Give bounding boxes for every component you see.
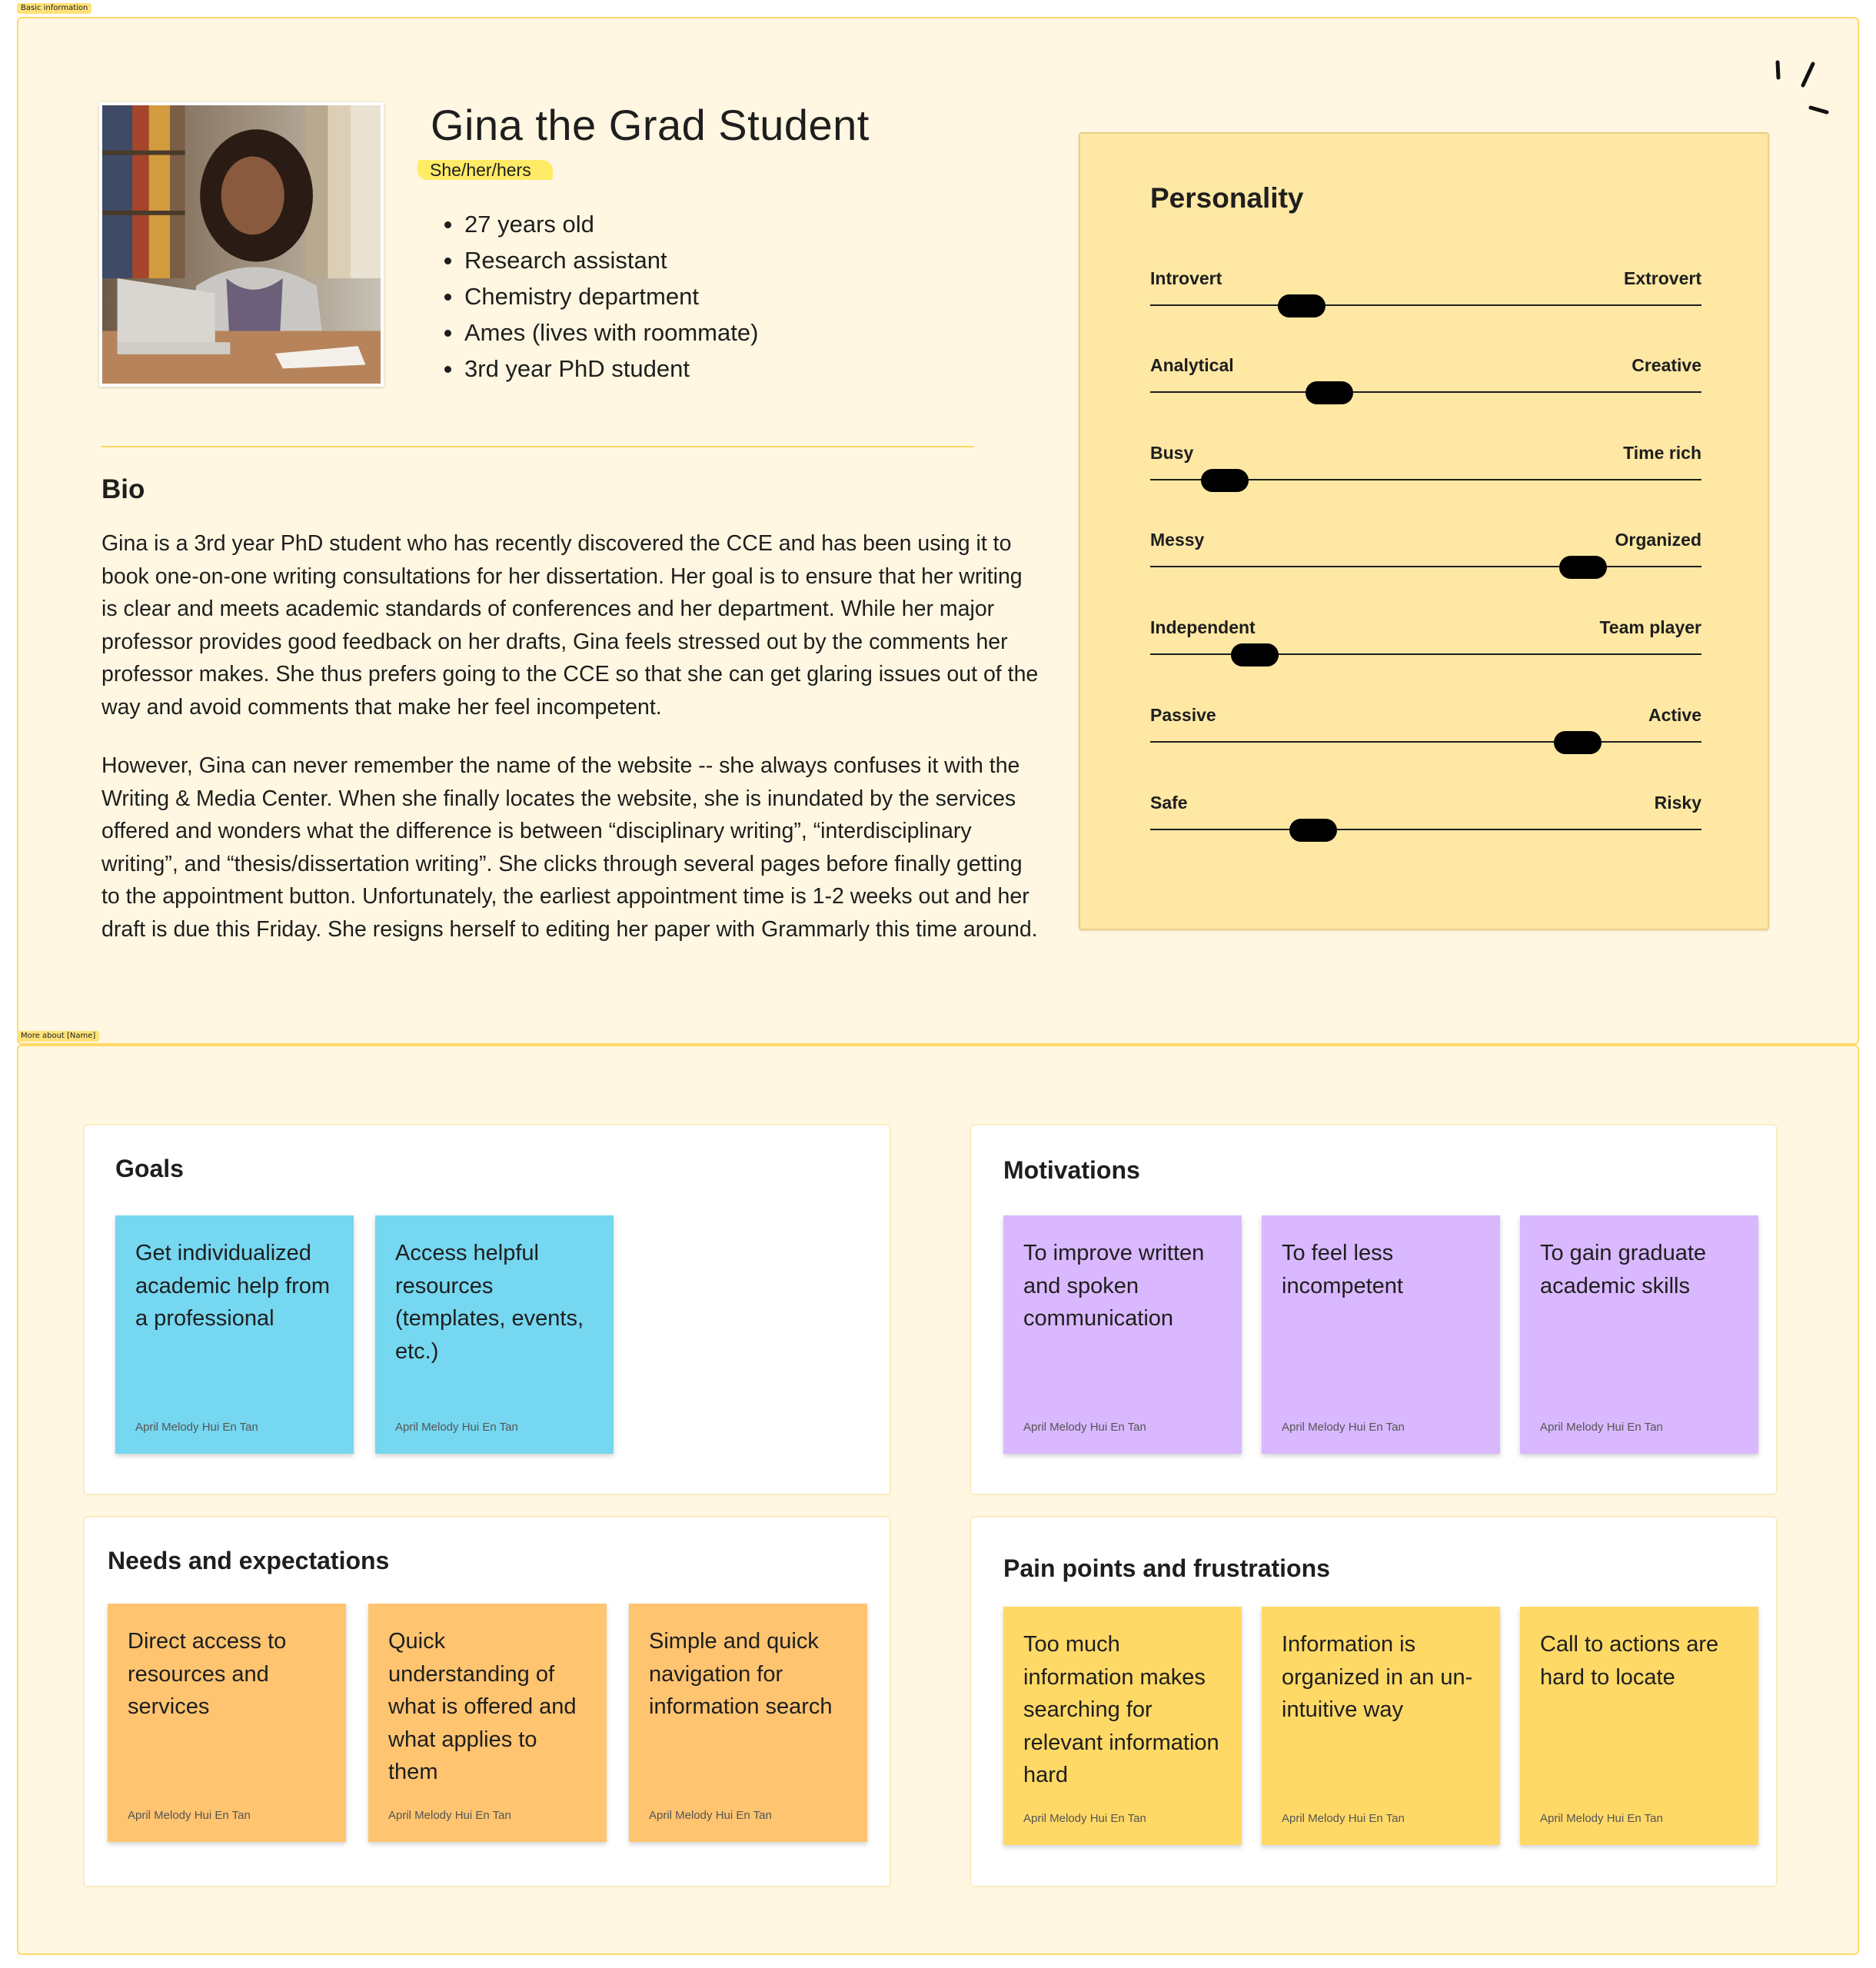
slider-left-label: Messy bbox=[1150, 530, 1205, 550]
pain-points-title: Pain points and frustrations bbox=[1003, 1554, 1330, 1582]
bio-paragraph-2: However, Gina can never remember the name of the website -- she always confuses it with the Writing & Media Center. When she finally locates the website, she is inundated by the services offered and wonders what the difference is between “disciplinary writing”, “interdisciplinary writing”, and “thesis/dissertation writing”. She clicks through several pages before finally getting to the appointment button. Unfortunately, the earliest appointment time is 1-2 weeks out and her draft is due this Friday. She resigns herself to editing her paper with Grammarly this time around. bbox=[101, 753, 1038, 942]
goals-title: Goals bbox=[115, 1155, 184, 1182]
fact-item-department: Chemistry department bbox=[464, 278, 758, 314]
sticky-text: Too much information makes searching for relevant information hard bbox=[1023, 1632, 1219, 1787]
fact-item-age: 27 years old bbox=[464, 206, 758, 242]
slider-right-label: Active bbox=[1648, 705, 1701, 725]
personality-card bbox=[1079, 132, 1769, 930]
motivation-sticky-2[interactable] bbox=[1262, 1215, 1500, 1454]
sticky-text: Get individualized academic help from a professional bbox=[135, 1241, 331, 1331]
fact-item-year: 3rd year PhD student bbox=[464, 351, 758, 387]
needs-sticky-3[interactable] bbox=[629, 1604, 867, 1842]
pain-sticky-1[interactable] bbox=[1003, 1607, 1242, 1845]
sticky-text: To feel less incompetent bbox=[1282, 1241, 1403, 1298]
slider-left-label: Busy bbox=[1150, 443, 1194, 463]
slider-knob[interactable] bbox=[1559, 556, 1607, 579]
sparkle-doodle-icon bbox=[1768, 58, 1838, 119]
slider-knob[interactable] bbox=[1278, 294, 1326, 317]
goal-sticky-1[interactable] bbox=[115, 1215, 354, 1454]
slider-track bbox=[1150, 741, 1701, 743]
slider-track bbox=[1150, 391, 1701, 393]
slider-track bbox=[1150, 829, 1701, 830]
sticky-text: Simple and quick navigation for information search bbox=[649, 1629, 833, 1719]
slider-track bbox=[1150, 304, 1701, 306]
sticky-author: April Melody Hui En Tan bbox=[135, 1421, 258, 1434]
sticky-author: April Melody Hui En Tan bbox=[1023, 1812, 1146, 1825]
personality-title: Personality bbox=[1150, 182, 1304, 214]
sticky-text: Access helpful resources (templates, events, etc.) bbox=[395, 1241, 584, 1364]
sticky-text: To gain graduate academic skills bbox=[1540, 1241, 1707, 1298]
slider-knob[interactable] bbox=[1554, 731, 1602, 754]
slider-left-label: Passive bbox=[1150, 705, 1216, 725]
slider-right-label: Extrovert bbox=[1624, 268, 1701, 288]
sticky-text: Quick understanding of what is offered and what applies to them bbox=[388, 1629, 577, 1784]
frame-label-basic[interactable]: Basic information bbox=[17, 3, 91, 14]
persona-name: Gina the Grad Student bbox=[431, 101, 870, 149]
persona-photo bbox=[99, 102, 384, 387]
pain-sticky-3[interactable] bbox=[1520, 1607, 1758, 1845]
slider-right-label: Team player bbox=[1599, 617, 1701, 637]
bio-paragraph-1: Gina is a 3rd year PhD student who has recently discovered the CCE and has been using it to book one-on-one writing consultations for her dissertation. Her goal is to ensure that her writing is clear and meets academic standards of conferences and her department. While her major professor provides good feedback on her drafts, Gina feels stressed out by the comments her professor makes. She thus prefers going to the CCE so that she can get glaring issues out of the way and avoid comments that make her feel incompetent. bbox=[101, 531, 1039, 720]
needs-panel bbox=[83, 1516, 891, 1887]
fact-item-location: Ames (lives with roommate) bbox=[464, 314, 758, 351]
motivations-title: Motivations bbox=[1003, 1156, 1140, 1184]
needs-sticky-1[interactable] bbox=[108, 1604, 346, 1842]
sticky-author: April Melody Hui En Tan bbox=[395, 1421, 518, 1434]
sticky-author: April Melody Hui En Tan bbox=[1540, 1812, 1663, 1825]
section-divider bbox=[101, 446, 974, 447]
motivation-sticky-3[interactable] bbox=[1520, 1215, 1758, 1454]
slider-passive-active[interactable] bbox=[1150, 705, 1701, 751]
sticky-text: To improve written and spoken communication bbox=[1023, 1241, 1205, 1331]
sticky-author: April Melody Hui En Tan bbox=[1282, 1812, 1405, 1825]
slider-independent-teamplayer[interactable] bbox=[1150, 617, 1701, 663]
motivation-sticky-1[interactable] bbox=[1003, 1215, 1242, 1454]
frame-label-more[interactable]: More about [Name] bbox=[17, 1031, 99, 1042]
goals-panel bbox=[83, 1124, 891, 1495]
sticky-text: Information is organized in an un-intuitive way bbox=[1282, 1632, 1473, 1722]
slider-knob[interactable] bbox=[1201, 469, 1249, 492]
slider-knob[interactable] bbox=[1306, 381, 1353, 404]
slider-left-label: Independent bbox=[1150, 617, 1256, 637]
motivations-panel bbox=[970, 1124, 1778, 1495]
needs-title: Needs and expectations bbox=[108, 1547, 390, 1574]
fact-item-role: Research assistant bbox=[464, 242, 758, 278]
slider-analytical-creative[interactable] bbox=[1150, 355, 1701, 401]
sticky-text: Direct access to resources and services bbox=[128, 1629, 287, 1719]
pain-points-panel bbox=[970, 1516, 1778, 1887]
slider-introvert-extrovert[interactable] bbox=[1150, 268, 1701, 314]
pronouns-tag: She/her/hers bbox=[417, 160, 553, 180]
sticky-author: April Melody Hui En Tan bbox=[1282, 1421, 1405, 1434]
slider-busy-timerich[interactable] bbox=[1150, 443, 1701, 489]
slider-knob[interactable] bbox=[1231, 643, 1279, 667]
sticky-author: April Melody Hui En Tan bbox=[1023, 1421, 1146, 1434]
goal-sticky-2[interactable] bbox=[375, 1215, 614, 1454]
slider-right-label: Risky bbox=[1654, 793, 1701, 813]
slider-right-label: Creative bbox=[1632, 355, 1701, 375]
sticky-author: April Melody Hui En Tan bbox=[649, 1809, 772, 1822]
persona-facts-list bbox=[464, 206, 758, 387]
bio-heading: Bio bbox=[101, 474, 145, 504]
sticky-author: April Melody Hui En Tan bbox=[388, 1809, 511, 1822]
slider-left-label: Analytical bbox=[1150, 355, 1234, 375]
slider-knob[interactable] bbox=[1289, 819, 1337, 842]
needs-sticky-2[interactable] bbox=[368, 1604, 607, 1842]
slider-messy-organized[interactable] bbox=[1150, 530, 1701, 576]
sticky-text: Call to actions are hard to locate bbox=[1540, 1632, 1719, 1690]
slider-safe-risky[interactable] bbox=[1150, 793, 1701, 839]
slider-right-label: Time rich bbox=[1623, 443, 1701, 463]
sticky-author: April Melody Hui En Tan bbox=[1540, 1421, 1663, 1434]
slider-left-label: Safe bbox=[1150, 793, 1188, 813]
sticky-author: April Melody Hui En Tan bbox=[128, 1809, 251, 1822]
pain-sticky-2[interactable] bbox=[1262, 1607, 1500, 1845]
slider-right-label: Organized bbox=[1615, 530, 1701, 550]
slider-left-label: Introvert bbox=[1150, 268, 1222, 288]
slider-track bbox=[1150, 566, 1701, 567]
